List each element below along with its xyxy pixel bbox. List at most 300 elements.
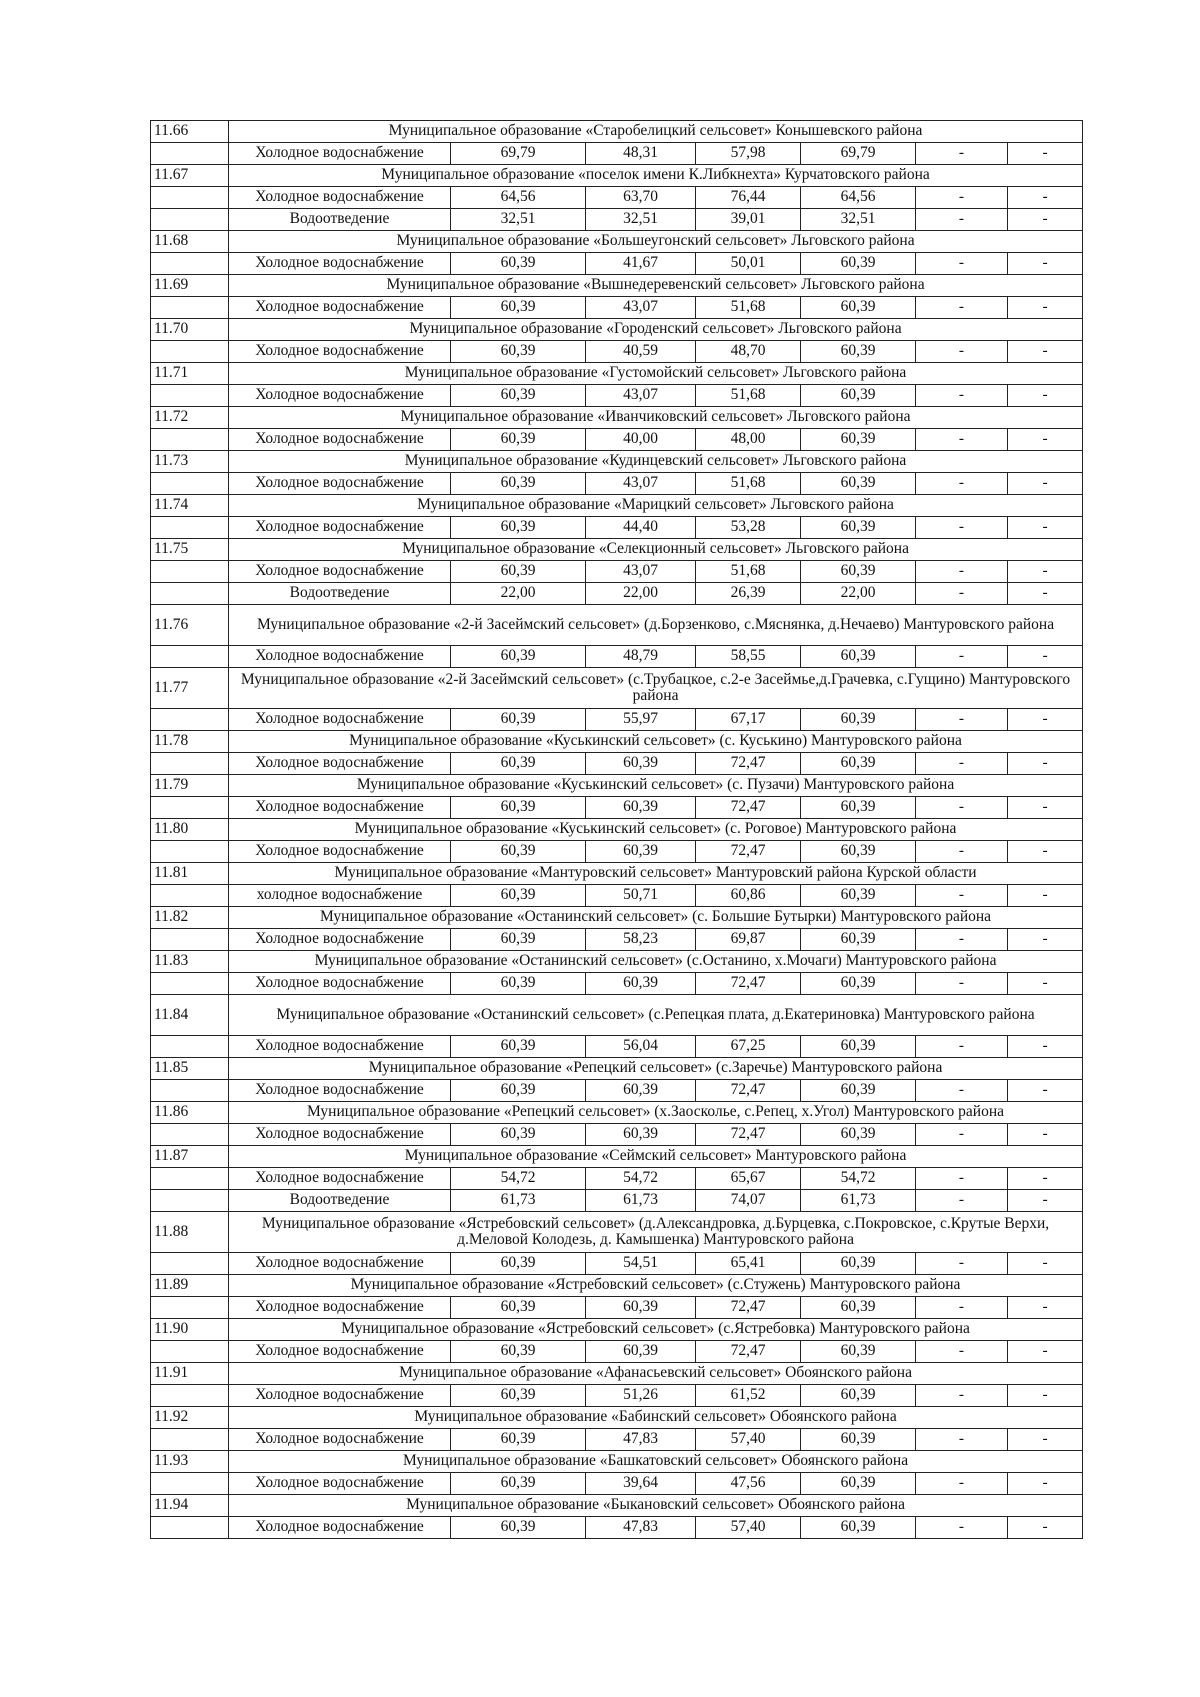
dash-cell: -	[1008, 1341, 1083, 1363]
entry-title: Муниципальное образование «Городенский сельсовет» Льговского района	[229, 319, 1083, 341]
service-row	[151, 1429, 1083, 1451]
entry-number: 11.74	[151, 495, 229, 517]
tariff-value: 64,56	[801, 187, 916, 209]
tariff-value: 61,73	[801, 1190, 916, 1212]
dash-cell: -	[916, 187, 1008, 209]
tariff-value: 43,07	[586, 297, 696, 319]
dash-cell: -	[916, 1341, 1008, 1363]
tariff-value: 60,39	[451, 929, 586, 951]
service-row	[151, 209, 1083, 231]
dash-cell: -	[1008, 646, 1083, 668]
blank-number-cell	[151, 1385, 229, 1407]
tariff-value: 39,01	[696, 209, 801, 231]
dash-cell: -	[1008, 973, 1083, 995]
tariff-value: 60,39	[801, 517, 916, 539]
tariff-value: 54,51	[586, 1253, 696, 1275]
dash-cell: -	[916, 297, 1008, 319]
dash-cell: -	[1008, 341, 1083, 363]
dash-cell: -	[1008, 797, 1083, 819]
service-name: Холодное водоснабжение	[229, 517, 451, 539]
dash-cell: -	[1008, 1124, 1083, 1146]
entry-title: Муниципальное образование «Останинский сельсовет» (с.Репецкая плата, д.Екатериновка) Мантуровского района	[229, 995, 1083, 1036]
service-row	[151, 583, 1083, 605]
tariff-value: 69,87	[696, 929, 801, 951]
service-row	[151, 1168, 1083, 1190]
tariff-table	[150, 120, 1083, 1539]
dash-cell: -	[916, 841, 1008, 863]
entry-header-row	[151, 363, 1083, 385]
dash-cell: -	[916, 1168, 1008, 1190]
entry-header-row	[151, 165, 1083, 187]
entry-title: Муниципальное образование «Марицкий сельсовет» Льговского района	[229, 495, 1083, 517]
entry-number: 11.80	[151, 819, 229, 841]
tariff-value: 60,39	[586, 1080, 696, 1102]
tariff-value: 50,71	[586, 885, 696, 907]
service-name: Холодное водоснабжение	[229, 1036, 451, 1058]
service-name: Холодное водоснабжение	[229, 143, 451, 165]
tariff-value: 60,39	[586, 797, 696, 819]
entry-number: 11.69	[151, 275, 229, 297]
entry-header-row	[151, 775, 1083, 797]
dash-cell: -	[1008, 1190, 1083, 1212]
tariff-value: 60,39	[451, 473, 586, 495]
tariff-value: 60,39	[801, 929, 916, 951]
service-name: Холодное водоснабжение	[229, 1429, 451, 1451]
tariff-value: 60,39	[451, 561, 586, 583]
tariff-value: 51,68	[696, 561, 801, 583]
entry-title: Муниципальное образование «Большеугонский сельсовет» Льговского района	[229, 231, 1083, 253]
tariff-value: 60,39	[801, 753, 916, 775]
service-name: Холодное водоснабжение	[229, 1517, 451, 1539]
tariff-value: 26,39	[696, 583, 801, 605]
tariff-value: 60,39	[801, 1341, 916, 1363]
entry-number: 11.72	[151, 407, 229, 429]
tariff-value: 60,39	[586, 973, 696, 995]
tariff-value: 60,39	[801, 841, 916, 863]
tariff-value: 48,31	[586, 143, 696, 165]
tariff-value: 72,47	[696, 797, 801, 819]
dash-cell: -	[1008, 1517, 1083, 1539]
tariff-value: 54,72	[451, 1168, 586, 1190]
dash-cell: -	[916, 885, 1008, 907]
dash-cell: -	[916, 1297, 1008, 1319]
tariff-value: 60,39	[801, 1080, 916, 1102]
service-name: Холодное водоснабжение	[229, 297, 451, 319]
service-name: Холодное водоснабжение	[229, 187, 451, 209]
tariff-value: 65,67	[696, 1168, 801, 1190]
tariff-value: 60,39	[801, 1036, 916, 1058]
tariff-value: 74,07	[696, 1190, 801, 1212]
tariff-value: 69,79	[801, 143, 916, 165]
tariff-value: 47,83	[586, 1517, 696, 1539]
tariff-sheet	[150, 120, 1082, 1539]
tariff-value: 72,47	[696, 841, 801, 863]
tariff-value: 76,44	[696, 187, 801, 209]
dash-cell: -	[916, 1036, 1008, 1058]
blank-number-cell	[151, 709, 229, 731]
tariff-value: 60,39	[801, 1473, 916, 1495]
tariff-value: 60,39	[801, 797, 916, 819]
tariff-value: 69,79	[451, 143, 586, 165]
entry-title: Муниципальное образование «Кудинцевский сельсовет» Льговского района	[229, 451, 1083, 473]
entry-title: Муниципальное образование «Бабинский сельсовет» Обоянского района	[229, 1407, 1083, 1429]
entry-header-row	[151, 1363, 1083, 1385]
tariff-value: 60,39	[451, 885, 586, 907]
service-name: Холодное водоснабжение	[229, 1253, 451, 1275]
service-name: Холодное водоснабжение	[229, 929, 451, 951]
entry-number: 11.78	[151, 731, 229, 753]
tariff-value: 58,23	[586, 929, 696, 951]
entry-title: Муниципальное образование «Ястребовский сельсовет» (д.Александровка, д.Бурцевка, с.Покровское, с.Крутые Верхи, д.Меловой Колодезь, д. Камышенка) Мантуровского района	[229, 1212, 1083, 1253]
tariff-value: 60,39	[801, 646, 916, 668]
blank-number-cell	[151, 1124, 229, 1146]
tariff-value: 60,39	[801, 973, 916, 995]
entry-header-row	[151, 231, 1083, 253]
tariff-value: 32,51	[801, 209, 916, 231]
service-name: Холодное водоснабжение	[229, 1341, 451, 1363]
entry-number: 11.84	[151, 995, 229, 1036]
service-name: Холодное водоснабжение	[229, 253, 451, 275]
tariff-value: 72,47	[696, 1080, 801, 1102]
entry-title: Муниципальное образование «Старобелицкий сельсовет» Конышевского района	[229, 121, 1083, 143]
tariff-value: 72,47	[696, 1297, 801, 1319]
dash-cell: -	[916, 1080, 1008, 1102]
tariff-value: 60,39	[586, 1297, 696, 1319]
entry-title: Муниципальное образование «2-й Засеймский сельсовет» (д.Борзенково, с.Мяснянка, д.Нечаево) Мантуровского района	[229, 605, 1083, 646]
dash-cell: -	[916, 517, 1008, 539]
dash-cell: -	[1008, 253, 1083, 275]
dash-cell: -	[1008, 517, 1083, 539]
dash-cell: -	[1008, 429, 1083, 451]
service-row	[151, 473, 1083, 495]
entry-number: 11.88	[151, 1212, 229, 1253]
service-row	[151, 1080, 1083, 1102]
dash-cell: -	[1008, 473, 1083, 495]
blank-number-cell	[151, 187, 229, 209]
dash-cell: -	[916, 797, 1008, 819]
service-row	[151, 1124, 1083, 1146]
entry-header-row	[151, 1275, 1083, 1297]
service-name: Холодное водоснабжение	[229, 973, 451, 995]
tariff-value: 48,79	[586, 646, 696, 668]
service-row	[151, 429, 1083, 451]
tariff-value: 60,39	[451, 709, 586, 731]
entry-number: 11.86	[151, 1102, 229, 1124]
entry-title: Муниципальное образование «Ястребовский сельсовет» (с.Стужень) Мантуровского района	[229, 1275, 1083, 1297]
blank-number-cell	[151, 1429, 229, 1451]
tariff-value: 60,39	[451, 429, 586, 451]
blank-number-cell	[151, 297, 229, 319]
entry-number: 11.87	[151, 1146, 229, 1168]
entry-title: Муниципальное образование «Куськинский сельсовет» (с. Пузачи) Мантуровского района	[229, 775, 1083, 797]
tariff-value: 56,04	[586, 1036, 696, 1058]
tariff-value: 51,68	[696, 297, 801, 319]
tariff-value: 65,41	[696, 1253, 801, 1275]
service-row	[151, 143, 1083, 165]
tariff-value: 43,07	[586, 473, 696, 495]
service-name: Холодное водоснабжение	[229, 797, 451, 819]
entry-number: 11.76	[151, 605, 229, 646]
dash-cell: -	[1008, 1385, 1083, 1407]
service-name: Водоотведение	[229, 209, 451, 231]
tariff-value: 60,39	[451, 753, 586, 775]
tariff-value: 61,73	[451, 1190, 586, 1212]
service-row	[151, 1341, 1083, 1363]
tariff-value: 60,39	[801, 1517, 916, 1539]
tariff-value: 22,00	[451, 583, 586, 605]
tariff-value: 60,39	[451, 1341, 586, 1363]
tariff-value: 57,40	[696, 1429, 801, 1451]
tariff-value: 72,47	[696, 1124, 801, 1146]
tariff-value: 60,86	[696, 885, 801, 907]
dash-cell: -	[916, 646, 1008, 668]
tariff-value: 60,39	[586, 753, 696, 775]
tariff-value: 22,00	[801, 583, 916, 605]
tariff-value: 60,39	[801, 561, 916, 583]
entry-header-row	[151, 863, 1083, 885]
service-row	[151, 1385, 1083, 1407]
service-row	[151, 1473, 1083, 1495]
service-name: Холодное водоснабжение	[229, 1168, 451, 1190]
tariff-value: 60,39	[801, 1385, 916, 1407]
entry-title: Муниципальное образование «Куськинский сельсовет» (с. Куськино) Мантуровского района	[229, 731, 1083, 753]
entry-header-row	[151, 495, 1083, 517]
entry-header-row	[151, 819, 1083, 841]
tariff-value: 67,25	[696, 1036, 801, 1058]
service-row	[151, 709, 1083, 731]
tariff-value: 48,70	[696, 341, 801, 363]
dash-cell: -	[916, 973, 1008, 995]
dash-cell: -	[1008, 561, 1083, 583]
service-name: Водоотведение	[229, 583, 451, 605]
entry-header-row	[151, 951, 1083, 973]
blank-number-cell	[151, 517, 229, 539]
dash-cell: -	[1008, 187, 1083, 209]
service-name: Холодное водоснабжение	[229, 646, 451, 668]
blank-number-cell	[151, 973, 229, 995]
dash-cell: -	[916, 709, 1008, 731]
service-row	[151, 385, 1083, 407]
service-row	[151, 973, 1083, 995]
service-row	[151, 187, 1083, 209]
service-name: Холодное водоснабжение	[229, 561, 451, 583]
tariff-value: 40,00	[586, 429, 696, 451]
service-name: холодное водоснабжение	[229, 885, 451, 907]
entry-number: 11.89	[151, 1275, 229, 1297]
entry-title: Муниципальное образование «2-й Засеймский сельсовет» (с.Трубацкое, с.2-е Засеймье,д.Грачевка, с.Гущино) Мантуровского района	[229, 668, 1083, 709]
service-name: Холодное водоснабжение	[229, 385, 451, 407]
dash-cell: -	[1008, 753, 1083, 775]
dash-cell: -	[1008, 709, 1083, 731]
tariff-value: 60,39	[801, 253, 916, 275]
entry-header-row	[151, 539, 1083, 561]
entry-header-row	[151, 451, 1083, 473]
service-name: Холодное водоснабжение	[229, 1080, 451, 1102]
service-row	[151, 1517, 1083, 1539]
entry-header-row	[151, 275, 1083, 297]
dash-cell: -	[916, 143, 1008, 165]
entry-title: Муниципальное образование «Останинский сельсовет» (с.Останино, х.Мочаги) Мантуровского района	[229, 951, 1083, 973]
tariff-value: 61,52	[696, 1385, 801, 1407]
dash-cell: -	[1008, 929, 1083, 951]
tariff-value: 60,39	[801, 1253, 916, 1275]
entry-header-row	[151, 1495, 1083, 1517]
service-name: Холодное водоснабжение	[229, 429, 451, 451]
tariff-value: 47,83	[586, 1429, 696, 1451]
tariff-value: 32,51	[586, 209, 696, 231]
dash-cell: -	[916, 1473, 1008, 1495]
service-row	[151, 561, 1083, 583]
entry-title: Муниципальное образование «Репецкий сельсовет» (х.Заосколье, с.Репец, х.Угол) Мантуровского района	[229, 1102, 1083, 1124]
tariff-value: 60,39	[586, 1341, 696, 1363]
entry-number: 11.92	[151, 1407, 229, 1429]
tariff-value: 60,39	[451, 797, 586, 819]
entry-title: Муниципальное образование «Ястребовский сельсовет» (с.Ястребовка) Мантуровского района	[229, 1319, 1083, 1341]
tariff-value: 60,39	[801, 297, 916, 319]
dash-cell: -	[916, 253, 1008, 275]
service-row	[151, 753, 1083, 775]
blank-number-cell	[151, 1473, 229, 1495]
tariff-value: 60,39	[801, 1124, 916, 1146]
tariff-value: 60,39	[586, 841, 696, 863]
service-row	[151, 297, 1083, 319]
dash-cell: -	[916, 1517, 1008, 1539]
service-row	[151, 885, 1083, 907]
service-row	[151, 1253, 1083, 1275]
entry-title: Муниципальное образование «поселок имени К.Либкнехта» Курчатовского района	[229, 165, 1083, 187]
blank-number-cell	[151, 753, 229, 775]
service-name: Холодное водоснабжение	[229, 1297, 451, 1319]
entry-header-row	[151, 121, 1083, 143]
tariff-value: 60,39	[451, 1297, 586, 1319]
tariff-value: 61,73	[586, 1190, 696, 1212]
blank-number-cell	[151, 841, 229, 863]
entry-number: 11.81	[151, 863, 229, 885]
dash-cell: -	[916, 929, 1008, 951]
entry-title: Муниципальное образование «Вышнедеревенский сельсовет» Льговского района	[229, 275, 1083, 297]
blank-number-cell	[151, 143, 229, 165]
dash-cell: -	[916, 209, 1008, 231]
entry-number: 11.67	[151, 165, 229, 187]
tariff-value: 60,39	[451, 841, 586, 863]
entry-number: 11.71	[151, 363, 229, 385]
blank-number-cell	[151, 429, 229, 451]
dash-cell: -	[916, 753, 1008, 775]
dash-cell: -	[916, 1253, 1008, 1275]
entry-title: Муниципальное образование «Селекционный сельсовет» Льговского района	[229, 539, 1083, 561]
entry-number: 11.66	[151, 121, 229, 143]
tariff-value: 60,39	[451, 1253, 586, 1275]
dash-cell: -	[1008, 1168, 1083, 1190]
entry-header-row	[151, 1058, 1083, 1080]
dash-cell: -	[916, 385, 1008, 407]
tariff-value: 60,39	[801, 341, 916, 363]
tariff-value: 51,26	[586, 1385, 696, 1407]
service-row	[151, 797, 1083, 819]
entry-header-row	[151, 1212, 1083, 1253]
dash-cell: -	[1008, 143, 1083, 165]
tariff-value: 50,01	[696, 253, 801, 275]
tariff-value: 57,40	[696, 1517, 801, 1539]
entry-title: Муниципальное образование «Репецкий сельсовет» (с.Заречье) Мантуровского района	[229, 1058, 1083, 1080]
tariff-value: 54,72	[586, 1168, 696, 1190]
dash-cell: -	[1008, 1297, 1083, 1319]
tariff-value: 43,07	[586, 561, 696, 583]
dash-cell: -	[1008, 209, 1083, 231]
tariff-value: 60,39	[451, 341, 586, 363]
blank-number-cell	[151, 1168, 229, 1190]
dash-cell: -	[1008, 1429, 1083, 1451]
service-name: Холодное водоснабжение	[229, 473, 451, 495]
blank-number-cell	[151, 341, 229, 363]
entry-header-row	[151, 605, 1083, 646]
blank-number-cell	[151, 885, 229, 907]
tariff-value: 39,64	[586, 1473, 696, 1495]
service-name: Холодное водоснабжение	[229, 709, 451, 731]
tariff-value: 60,39	[451, 1429, 586, 1451]
entry-title: Муниципальное образование «Густомойский сельсовет» Льговского района	[229, 363, 1083, 385]
tariff-value: 60,39	[451, 1036, 586, 1058]
service-row	[151, 253, 1083, 275]
entry-title: Муниципальное образование «Быкановский сельсовет» Обоянского района	[229, 1495, 1083, 1517]
dash-cell: -	[916, 473, 1008, 495]
entry-number: 11.90	[151, 1319, 229, 1341]
entry-title: Муниципальное образование «Иванчиковский сельсовет» Льговского района	[229, 407, 1083, 429]
service-row	[151, 1190, 1083, 1212]
tariff-value: 60,39	[801, 473, 916, 495]
tariff-value: 60,39	[451, 1473, 586, 1495]
dash-cell: -	[916, 1385, 1008, 1407]
tariff-value: 47,56	[696, 1473, 801, 1495]
dash-cell: -	[1008, 1473, 1083, 1495]
tariff-value: 32,51	[451, 209, 586, 231]
entry-number: 11.68	[151, 231, 229, 253]
tariff-value: 63,70	[586, 187, 696, 209]
entry-number: 11.91	[151, 1363, 229, 1385]
entry-title: Муниципальное образование «Останинский сельсовет» (с. Большие Бутырки) Мантуровского района	[229, 907, 1083, 929]
tariff-value: 60,39	[801, 885, 916, 907]
tariff-value: 41,67	[586, 253, 696, 275]
dash-cell: -	[916, 1124, 1008, 1146]
tariff-value: 67,17	[696, 709, 801, 731]
tariff-value: 57,98	[696, 143, 801, 165]
service-name: Холодное водоснабжение	[229, 841, 451, 863]
dash-cell: -	[1008, 1036, 1083, 1058]
tariff-value: 40,59	[586, 341, 696, 363]
entry-number: 11.77	[151, 668, 229, 709]
tariff-value: 60,39	[586, 1124, 696, 1146]
entry-title: Муниципальное образование «Башкатовский сельсовет» Обоянского района	[229, 1451, 1083, 1473]
blank-number-cell	[151, 646, 229, 668]
entry-number: 11.75	[151, 539, 229, 561]
service-row	[151, 929, 1083, 951]
blank-number-cell	[151, 1341, 229, 1363]
tariff-value: 58,55	[696, 646, 801, 668]
service-name: Холодное водоснабжение	[229, 341, 451, 363]
service-row	[151, 1297, 1083, 1319]
service-row	[151, 646, 1083, 668]
tariff-value: 51,68	[696, 473, 801, 495]
tariff-value: 60,39	[451, 1124, 586, 1146]
blank-number-cell	[151, 929, 229, 951]
entry-title: Муниципальное образование «Куськинский сельсовет» (с. Роговое) Мантуровского района	[229, 819, 1083, 841]
entry-number: 11.93	[151, 1451, 229, 1473]
service-name: Холодное водоснабжение	[229, 753, 451, 775]
tariff-value: 60,39	[801, 1429, 916, 1451]
blank-number-cell	[151, 1080, 229, 1102]
tariff-value: 60,39	[801, 1297, 916, 1319]
dash-cell: -	[1008, 385, 1083, 407]
